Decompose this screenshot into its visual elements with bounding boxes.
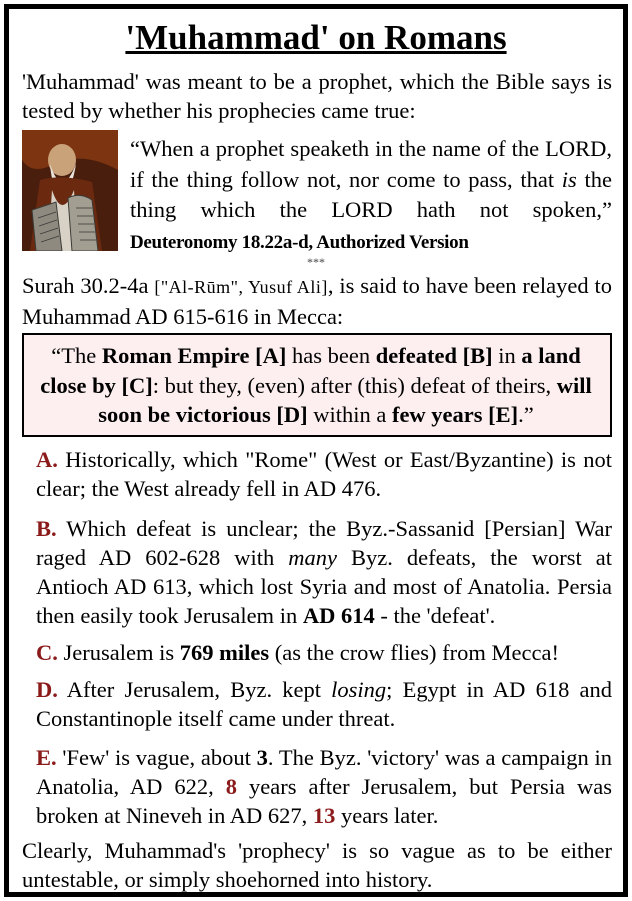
page-title: 'Muhammad' on Romans: [125, 18, 507, 57]
point-e-text-2: . The Byz. 'victory' was a campaign in Anatolia, AD 622,: [36, 745, 613, 799]
point-d-italic-losing: losing: [331, 677, 387, 702]
q2-few-years: few years [E]: [391, 402, 519, 427]
poster-frame: [4, 4, 628, 897]
point-d-label: D.: [36, 677, 58, 702]
conclusion-paragraph: Clearly, Muhammad's 'prophecy' is so vague as to be either untestable, or simply shoehorned into history.: [22, 838, 612, 892]
point-e-number-8: 8: [225, 774, 237, 799]
q2-land-close-by: a land close by [C]: [40, 343, 581, 398]
q2-defeated: defeated [B]: [375, 343, 493, 368]
point-b-text-3: - the 'defeat'.: [374, 603, 496, 628]
quote1-text-2: the thing which the LORD hath not spoken,”: [130, 166, 612, 222]
q2-t1: “The: [51, 343, 102, 368]
intro-paragraph: 'Muhammad' was meant to be a prophet, which the Bible says is tested by whether his prophecies came true:: [22, 69, 612, 123]
quote1-reference: Deuteronomy 18.22a-d, Authorized Version: [130, 231, 469, 253]
q2-t3: in: [492, 343, 522, 368]
point-b-label: B.: [36, 516, 57, 541]
point-e: [36, 743, 612, 830]
point-b-text-2: Byz. defeats, the worst at Antioch AD 613, which lost Syria and most of Anatolia. Persia then easily took Jerusalem in: [36, 545, 612, 628]
q2-t6: .”: [518, 402, 534, 427]
point-e-text-1: 'Few' is vague, about: [56, 745, 257, 770]
point-e-text-4: years later.: [335, 803, 439, 828]
quote1-italic-is: is: [561, 166, 577, 192]
q2-t5: within a: [307, 402, 392, 427]
point-c-text-1: Jerusalem is: [57, 640, 180, 665]
point-c-bold-miles: 769 miles: [179, 640, 270, 665]
point-d-text-1: After Jerusalem, Byz. kept: [57, 677, 332, 702]
point-b: [36, 514, 612, 630]
q2-t2: has been: [286, 343, 376, 368]
point-c-text-2: (as the crow flies) from Mecca!: [269, 640, 559, 665]
surah-paragraph: [22, 271, 612, 331]
point-d: [36, 675, 612, 733]
point-a: [36, 445, 612, 503]
surah-post: , is said to have been relayed to Muhammad AD 615-616 in Mecca:: [22, 273, 612, 329]
point-c-label: C.: [36, 640, 58, 665]
surah-quote-box: [22, 333, 612, 437]
point-b-italic-many: many: [288, 545, 338, 570]
moses-illustration: [22, 130, 118, 251]
surah-pre: Surah 30.2-4a: [22, 273, 155, 298]
point-a-text: Historically, which "Rome" (West or East/Byzantine) is not clear; the West already fell in AD 476.: [36, 447, 612, 501]
separator-stars: ***: [307, 255, 325, 269]
moses-tablets-image: [22, 130, 118, 251]
point-b-text-1: Which defeat is unclear; the Byz.-Sassanid [Persian] War raged AD 602-628 with: [36, 516, 612, 570]
point-e-text-3: years after Jerusalem, but Persia was broken at Nineveh in AD 627,: [36, 774, 612, 828]
point-e-number-13: 13: [312, 803, 336, 828]
q2-t4: : but they, (even) after (this) defeat of theirs,: [152, 372, 557, 398]
q2-roman-empire: Roman Empire [A]: [101, 343, 287, 368]
point-b-bold-ad614: AD 614: [302, 603, 375, 628]
surah-quote: [28, 341, 604, 430]
point-a-label: A.: [36, 447, 58, 472]
deuteronomy-quote: [130, 134, 612, 258]
point-e-bold-3: 3: [256, 745, 268, 770]
q2-victorious: will soon be victorious [D]: [98, 372, 592, 427]
point-c: [36, 638, 612, 667]
point-d-text-2: ; Egypt in AD 618 and Constantinople itself came under threat.: [36, 677, 612, 731]
point-e-label: E.: [36, 745, 57, 770]
quote1-text-1: “When a prophet speaketh in the name of the LORD, if the thing follow not, nor come to pass, that: [130, 136, 612, 192]
surah-source: ["Al-Rūm", Yusuf Ali]: [154, 277, 328, 297]
